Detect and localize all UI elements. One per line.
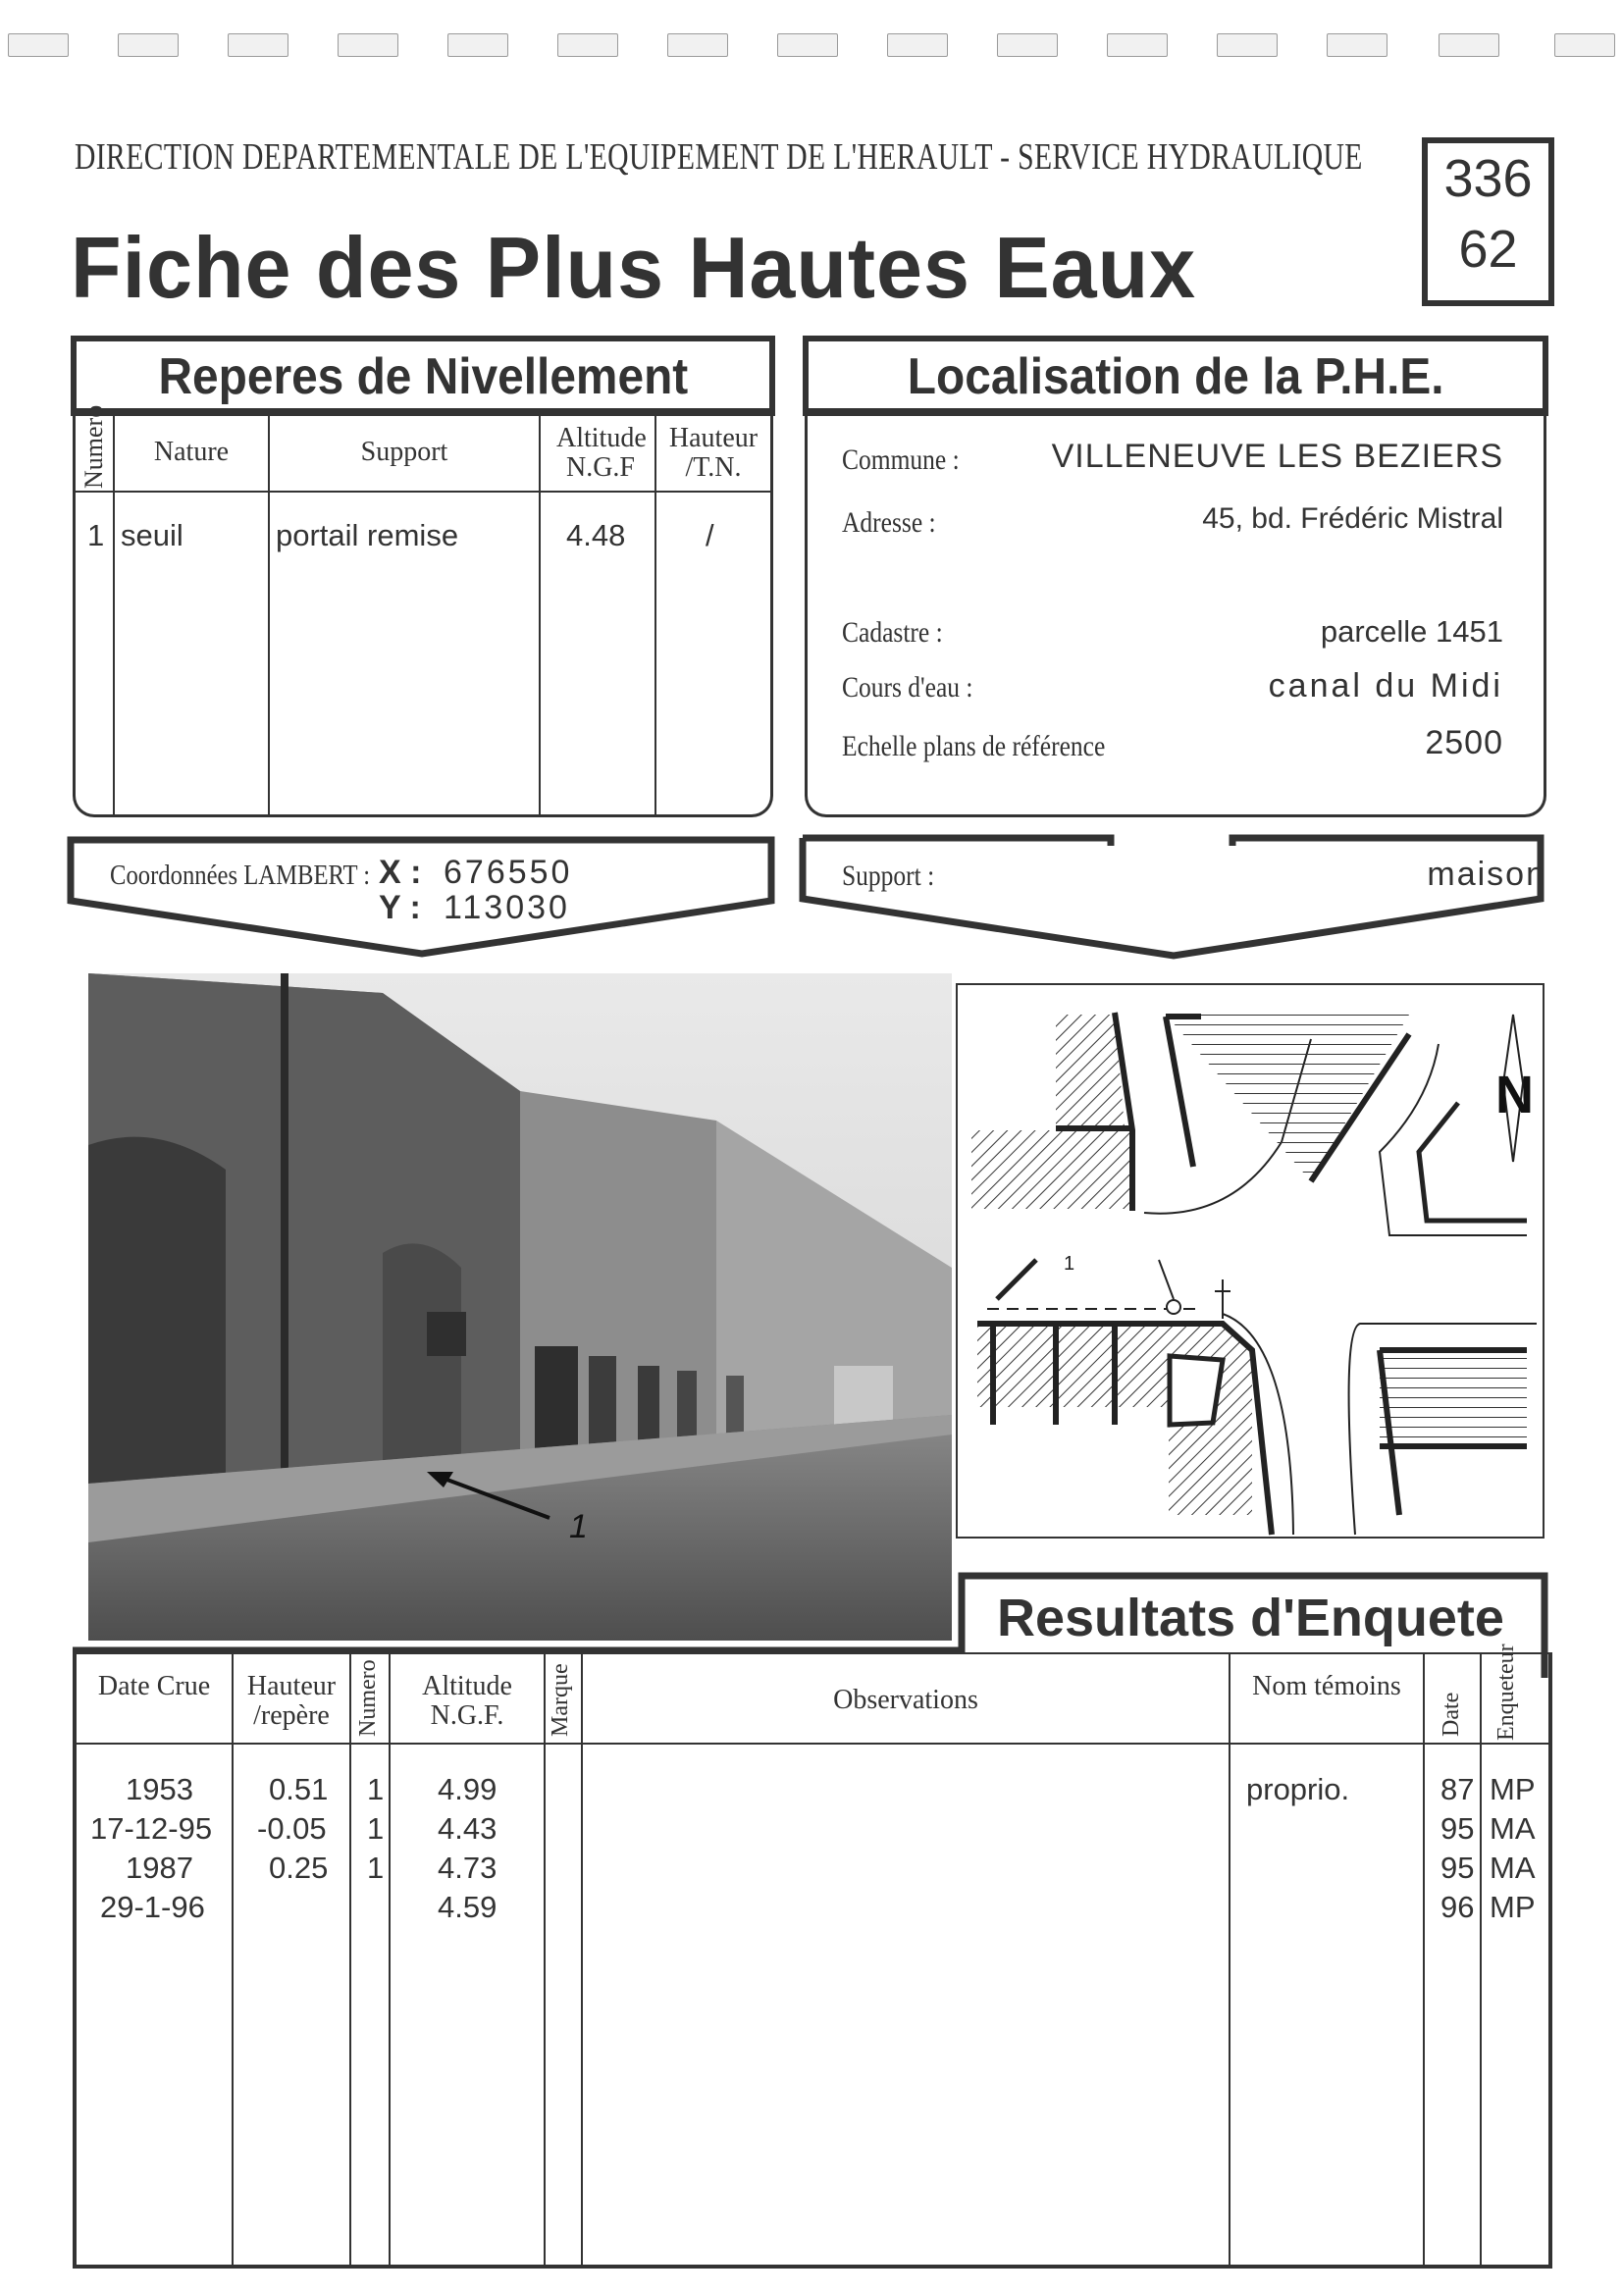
row-date-crue: 1953 [126,1772,193,1806]
binder-hole [777,33,838,57]
adresse-value: 45, bd. Frédéric Mistral [1202,502,1503,535]
row-date: 95 [1440,1851,1475,1885]
row-date-crue: 29-1-96 [100,1890,205,1924]
col-date-header: Date [1439,1692,1464,1737]
col-date-crue-header: Date Crue [97,1671,211,1701]
row-altitude: 4.99 [438,1772,497,1806]
row-date-crue: 1987 [126,1851,193,1885]
row-date: 96 [1440,1890,1475,1924]
row-enqueteur: MA [1490,1811,1536,1846]
row-support: portail remise [276,518,459,552]
row-date-crue: 17-12-95 [90,1811,213,1846]
row-enqueteur: MP [1490,1890,1536,1924]
row-hauteur: -0.05 [257,1811,327,1846]
binder-hole [887,33,948,57]
localisation-header [803,336,1548,416]
col-numero-header: Numero [79,404,108,489]
col-hauteur-repere-header: Hauteur /repère [246,1671,337,1731]
binder-hole [997,33,1058,57]
resultats-table [73,1644,1552,2269]
header-top-border [77,1652,1548,1654]
reference-box [1422,137,1554,306]
row-hauteur: 0.51 [269,1772,329,1806]
adresse-label: Adresse : [842,506,936,539]
site-photo [88,973,952,1641]
row-nature: seuil [121,518,183,552]
binder-hole [1439,33,1499,57]
column-divider [654,416,656,814]
binder-hole [1217,33,1278,57]
row-hauteur: / [706,518,714,552]
column-divider [539,416,541,814]
photo-marker-label: 1 [569,1508,588,1545]
col-altitude-header: Altitude N.G.F. [422,1671,512,1731]
cours-eau-value: canal du Midi [1268,667,1503,704]
header-divider [76,491,770,493]
row-hauteur: 0.25 [269,1851,329,1885]
col-nature-header: Nature [153,437,230,467]
row-numero: 1 [367,1772,385,1806]
row-altitude: 4.43 [438,1811,497,1846]
lambert-arrow-frame [67,834,777,962]
binder-hole [447,33,508,57]
binder-hole [338,33,398,57]
row-altitude: 4.73 [438,1851,497,1885]
row-numero: 1 [367,1811,385,1846]
col-altitude-header: Altitude N.G.F [556,423,647,483]
binder-hole [228,33,288,57]
row-date: 87 [1440,1772,1475,1806]
cadastre-value: parcelle 1451 [1320,614,1503,649]
column-divider [268,416,270,814]
row-altitude: 4.59 [438,1890,497,1924]
row-date: 95 [1440,1811,1475,1846]
col-enqueteur-header: Enqueteur [1493,1644,1519,1741]
row-numero: 1 [87,518,105,552]
reperes-title: Reperes de Nivellement [158,348,688,405]
cadastre-label: Cadastre : [842,616,943,649]
col-hauteur-header: Hauteur /T.N. [668,423,759,483]
localisation-title: Localisation de la P.H.E. [907,348,1444,405]
commune-value: VILLENEUVE LES BEZIERS [1051,438,1503,475]
reperes-table [73,404,773,817]
col-marque-header: Marque [548,1663,573,1737]
col-support-header: Support [360,437,448,467]
echelle-value: 2500 [1425,724,1503,761]
row-enqueteur: MP [1490,1772,1536,1806]
lambert-x-value: 676550 [444,854,573,891]
lambert-y-value: 113030 [444,889,570,926]
support-label: Support : [842,860,935,892]
binder-hole [1327,33,1387,57]
north-label: N [1495,1066,1534,1124]
row-altitude: 4.48 [566,518,626,552]
page-title: Fiche des Plus Hautes Eaux [71,219,1197,316]
binder-hole [557,33,618,57]
lambert-label: Coordonnées LAMBERT : [110,860,371,891]
reference-number-top: 336 [1443,149,1533,208]
resultats-title: Resultats d'Enquete [997,1589,1504,1647]
location-plan-map [956,983,1544,1539]
column-divider [113,416,115,814]
header-divider [77,1743,1548,1745]
echelle-label: Echelle plans de référence [842,730,1106,762]
support-value: maison [1427,856,1546,893]
reference-number-bottom: 62 [1458,220,1518,279]
organization-header: DIRECTION DEPARTEMENTALE DE L'EQUIPEMENT DE L'HERAULT - SERVICE HYDRAULIQUE [75,136,1363,178]
binder-hole [667,33,728,57]
row-numero: 1 [367,1851,385,1885]
binder-hole [118,33,179,57]
lambert-y-label: Y : [379,889,421,926]
col-numero-header: Numero [355,1659,381,1737]
binder-hole [1554,33,1615,57]
lambert-x-label: X : [379,854,422,891]
cours-eau-label: Cours d'eau : [842,671,973,704]
row-enqueteur: MA [1490,1851,1536,1885]
binder-hole [8,33,69,57]
map-marker-label: 1 [1064,1253,1075,1275]
row-temoins: proprio. [1246,1772,1350,1806]
binder-hole [1107,33,1168,57]
commune-label: Commune : [842,444,960,476]
col-temoins-header: Nom témoins [1252,1671,1401,1701]
reperes-header [71,336,775,416]
col-observations-header: Observations [833,1685,978,1715]
